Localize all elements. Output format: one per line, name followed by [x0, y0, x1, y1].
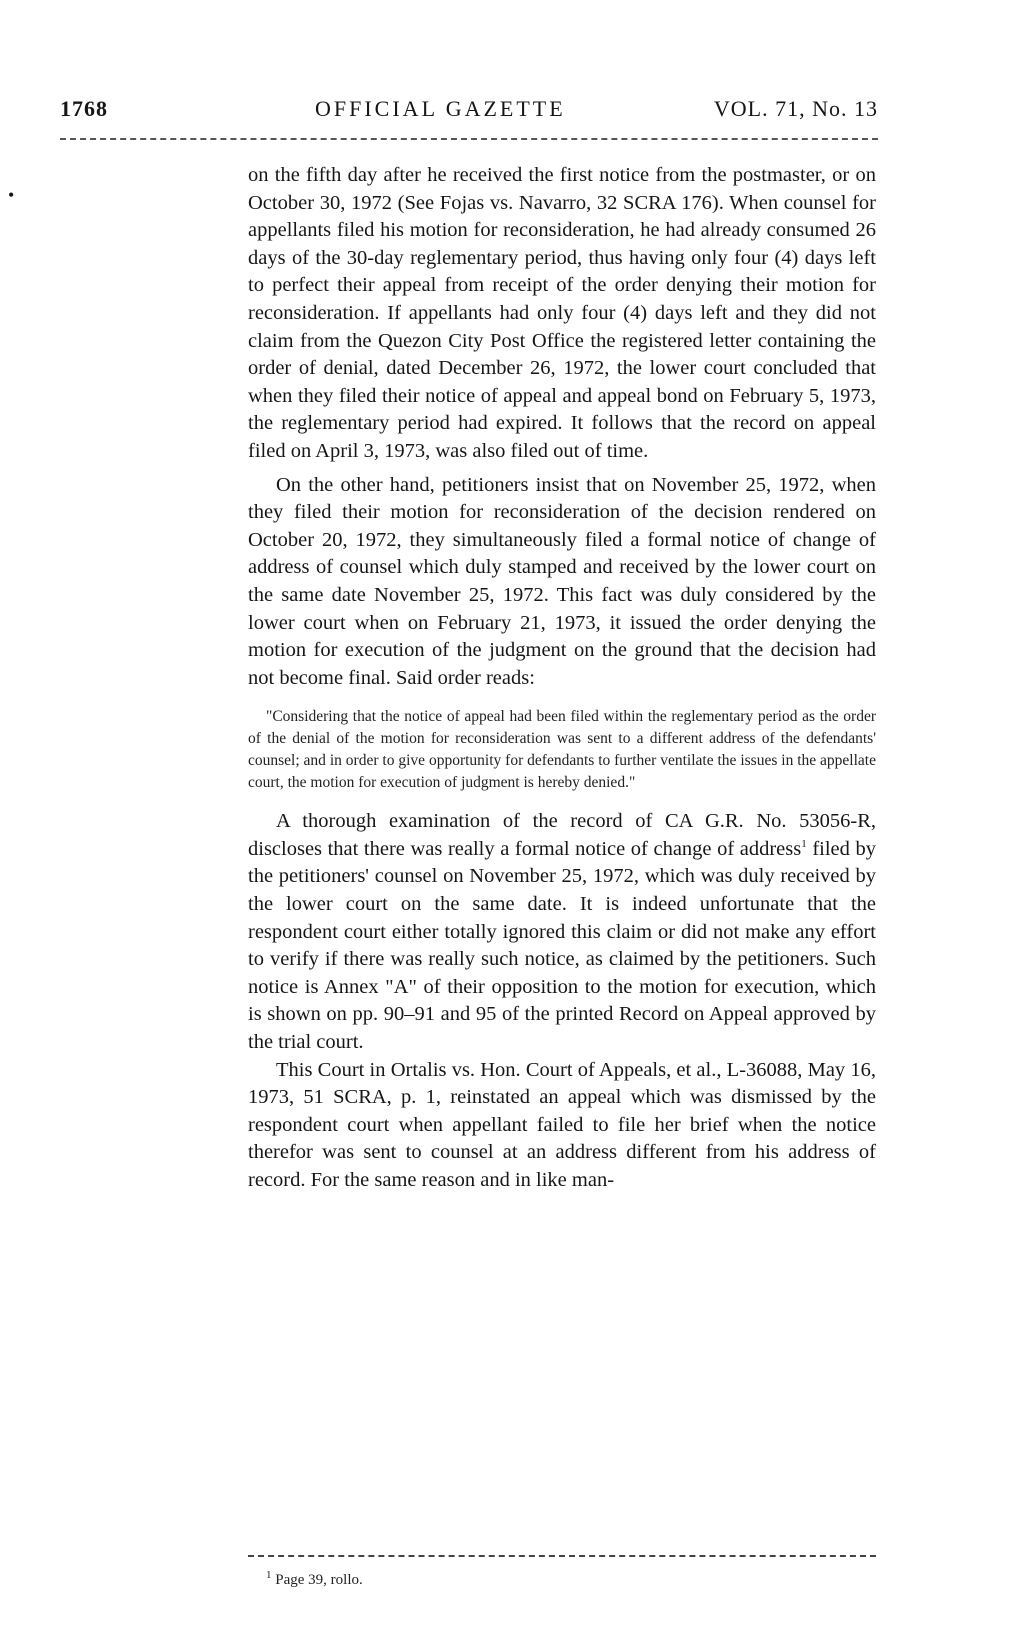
paragraph-3	[248, 808, 876, 1056]
footnote	[266, 1569, 363, 1589]
header-rule	[60, 138, 878, 140]
page-number: 1768	[60, 96, 108, 121]
volume-number: VOL. 71, No. 13	[713, 96, 878, 121]
margin-dot: •	[8, 185, 15, 205]
paragraph-3-text-b: filed by the petitioners' counsel on November 25, 1972, which was duly received by the lower court on the same date. It is indeed unfortunate that the respondent court either totally ignored this claim or did not make any effort to verify if there was really such notice, as claimed by the petitioners. Such notice is Annex "A" of their opposition to the motion for execution, which is shown on pp. 90–91 and 95 of the printed Record on Appeal approved by the trial court.	[248, 837, 876, 1054]
paragraph-3-text-a: A thorough examination of the record of CA G.R. No. 53056-R, discloses that there was really a formal notice of change of address	[248, 810, 876, 860]
block-quote: "Considering that the notice of appeal had been filed within the reglementary period as the order of the denial of the motion for reconsideration was sent to a different address of the defendants' counsel; and in order to give opportunity for defendants to further ventilate the issues in the appellate court, the motion for execution of judgment is hereby denied."	[248, 708, 876, 792]
paragraph-2: On the other hand, petitioners insist that on November 25, 1972, when they filed their motion for reconsideration of the decision rendered on October 20, 1972, they simultaneously filed a formal notice of change of address of counsel which duly stamped and received by the lower court on the same date November 25, 1972. This fact was duly considered by the lower court when on February 21, 1973, it issued the order denying the motion for execution of the judgment on the ground that the decision had not become final. Said order reads:	[248, 473, 876, 689]
paragraph-1: on the fifth day after he received the first notice from the postmaster, or on October 30, 1972 (See Fojas vs. Navarro, 32 SCRA 176). When counsel for appellants filed his motion for reconsideration, he had already consumed 26 days of the 30-day reglementary period, thus having only four (4) days left to perfect their appeal from receipt of the order denying their motion for reconsideration. If appellants had only four (4) days left and they did not claim from the Quezon City Post Office the registered letter containing the order of denial, dated December 26, 1972, the lower court concluded that when they filed their notice of appeal and appeal bond on February 5, 1973, the reglementary period had expired. It follows that the record on appeal filed on April 3, 1973, was also filed out of time.	[248, 164, 876, 462]
footnote-marker: 1	[266, 1569, 272, 1581]
footnote-ref: 1	[801, 838, 807, 851]
footnote-text: Page 39, rollo.	[271, 1572, 363, 1588]
publication-title: OFFICIAL GAZETTE	[315, 96, 566, 121]
body-text	[248, 162, 876, 1195]
paragraph-4: This Court in Ortalis vs. Hon. Court of Appeals, et al., L-36088, May 16, 1973, 51 SCRA, p. 1, reinstated an appeal which was dismissed by the respondent court when appellant failed to file her brief when the notice therefor was sent to counsel at an address different from his address of record. For the same reason and in like man-	[248, 1058, 876, 1191]
page-header	[60, 96, 878, 136]
footnote-rule	[248, 1555, 876, 1557]
